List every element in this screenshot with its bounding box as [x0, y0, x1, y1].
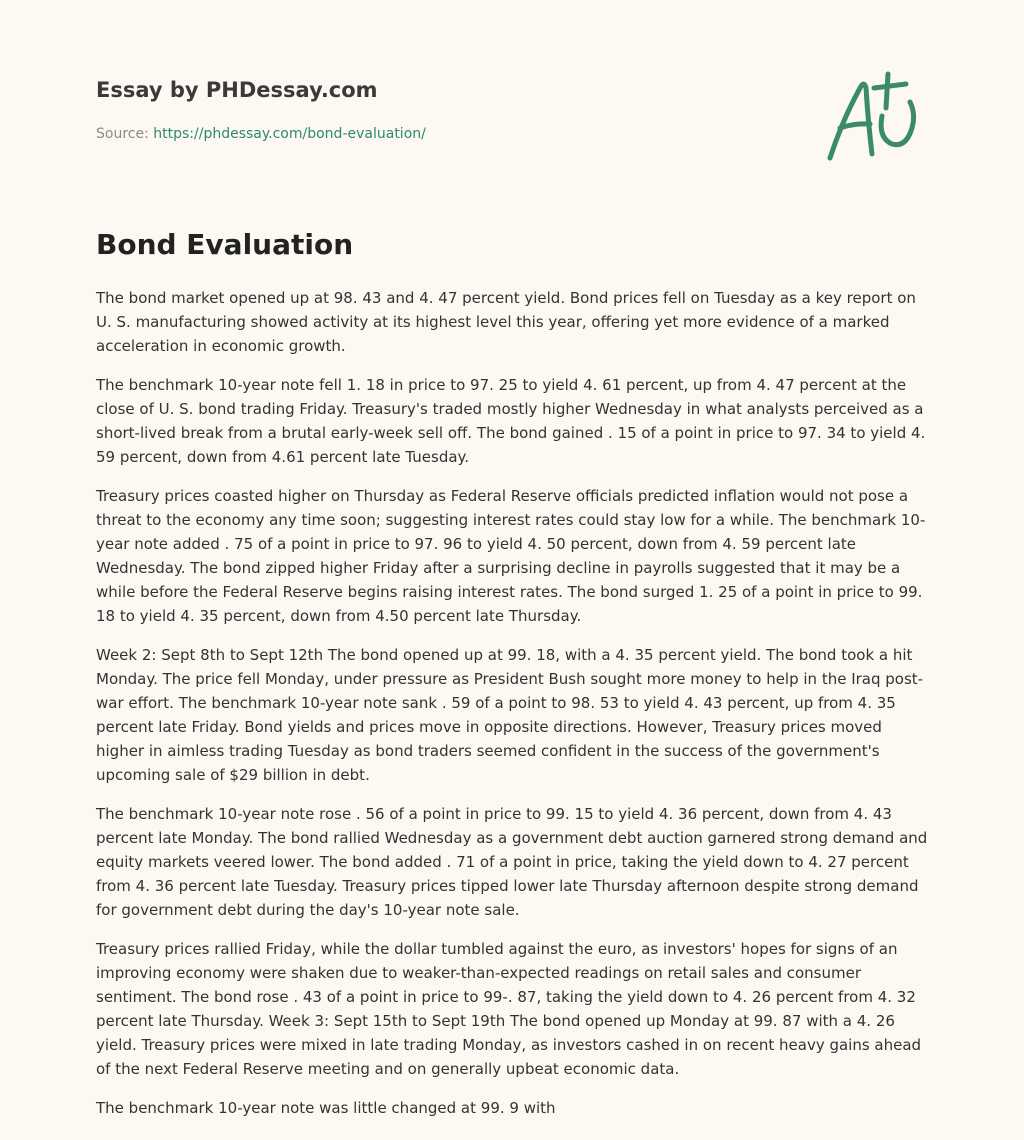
- paragraph: The bond market opened up at 98. 43 and 4. 47 percent yield. Bond prices fell on Tuesday as a key report on U. S. manufacturing showed activity at its highest level this year, offering yet more evidence of a marked acceleration in economic growth.: [96, 289, 916, 355]
- article-title: Bond Evaluation: [96, 228, 354, 261]
- paragraph: Week 2: Sept 8th to Sept 12th The bond opened up at 99. 18, with a 4. 35 percent yield. The bond took a hit Monday. The price fell Monday, under pressure as President Bush sought more money to help in the Iraq post-war effort. The benchmark 10-year note sank . 59 of a point to 98. 53 to yield 4. 43 percent, up from 4. 35 percent late Friday. Bond yields and prices move in opposite directions. However, Treasury prices moved higher in aimless trading Tuesday as bond traders seemed confident in the success of the government's upcoming sale of $29 billion in debt.: [96, 646, 924, 784]
- paragraph: Treasury prices rallied Friday, while the dollar tumbled against the euro, as investors' hopes for signs of an improving economy were shaken due to weaker-than-expected readings on retail sales and consumer sentiment. The bond rose . 43 of a point in price to 99-. 87, taking the yield down to 4. 26 percent from 4. 32 percent late Thursday. Week 3: Sept 15th to Sept 19th The bond opened up Monday at 99. 87 with a 4. 26 yield. Treasury prices were mixed in late trading Monday, as investors cashed in on recent heavy gains ahead of the next Federal Reserve meeting and on generally upbeat economic data.: [96, 940, 922, 1078]
- paragraph: Treasury prices coasted higher on Thursday as Federal Reserve officials predicted inflation would not pose a threat to the economy any time soon; suggesting interest rates could stay low for a while. The benchmark 10-year note added . 75 of a point in price to 97. 96 to yield 4. 50 percent, down from 4. 59 percent late Wednesday. The bond zipped higher Friday after a surprising decline in payrolls suggested that it may be a while before the Federal Reserve begins raising interest rates. The bond surged 1. 25 of a point in price to 99. 18 to yield 4. 35 percent, down from 4.50 percent late Thursday.: [96, 487, 926, 625]
- source-label: Source:: [96, 126, 149, 142]
- brand-title: Essay by PHDessay.com: [96, 78, 378, 102]
- article-body: [96, 286, 930, 1135]
- a-plus-grade-icon: [820, 66, 930, 166]
- paragraph: The benchmark 10-year note rose . 56 of a point in price to 99. 15 to yield 4. 36 percent, down from 4. 43 percent late Monday. The bond rallied Wednesday as a government debt auction garnered strong demand and equity markets veered lower. The bond added . 71 of a point in price, taking the yield down to 4. 27 percent from 4. 36 percent late Tuesday. Treasury prices tipped lower late Thursday afternoon despite strong demand for government debt during the day's 10-year note sale.: [96, 805, 928, 919]
- paragraph: The benchmark 10-year note fell 1. 18 in price to 97. 25 to yield 4. 61 percent, up from 4. 47 percent at the close of U. S. bond trading Friday. Treasury's traded mostly higher Wednesday in what analysts perceived as a short-lived break from a brutal early-week sell off. The bond gained . 15 of a point in price to 97. 34 to yield 4. 59 percent, down from 4.61 percent late Tuesday.: [96, 376, 926, 466]
- source-link[interactable]: https://phdessay.com/bond-evaluation/: [153, 126, 426, 142]
- essay-header: [96, 76, 796, 144]
- paragraph: The benchmark 10-year note was little changed at 99. 9 with: [96, 1099, 556, 1117]
- source-line: [96, 124, 796, 144]
